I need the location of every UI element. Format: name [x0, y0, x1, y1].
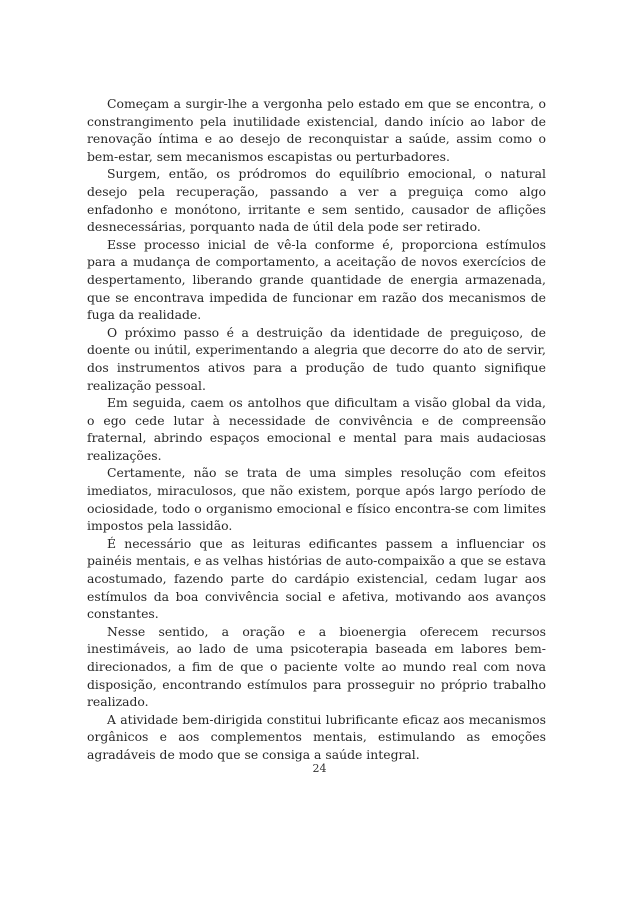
paragraph: A atividade bem-dirigida constitui lubrificante eficaz aos mecanismos orgânicos e aos complementos mentais, estimulando as emoções agradáveis de modo que se consiga a saúde integral. [87, 711, 546, 762]
paragraph: Surgem, então, os pródromos do equilíbrio emocional, o natural desejo pela recuperação, passando a ver a preguiça como algo enfadonho e monótono, irritante e sem sentido, causador de aflições desnecessárias, porquanto nada de útil dela pode ser retirado. [87, 166, 546, 235]
body-text [87, 95, 546, 764]
paragraph: Esse processo inicial de vê-la conforme é, proporciona estímulos para a mudança de comportamento, a aceitação de novos exercícios de despertamento, liberando grande quantidade de energia armazenada, que se encontrava impedida de funcionar em razão dos mecanismos de fuga da realidade. [87, 236, 546, 323]
page-number: 24 [312, 762, 327, 775]
paragraph: Começam a surgir-lhe a vergonha pelo estado em que se encontra, o constrangimento pela inutilidade existencial, dando início ao labor de renovação íntima e ao desejo de reconquistar a saúde, assim como o bem-estar, sem mecanismos escapistas ou perturbadores. [87, 96, 546, 164]
paragraph: Em seguida, caem os antolhos que dificultam a visão global da vida, o ego cede lutar à necessidade de convivência e de compreensão fraternal, abrindo espaços emocional e mental para mais audaciosas realizações. [87, 395, 546, 463]
paragraph: O próximo passo é a destruição da identidade de preguiçoso, de doente ou inútil, experimentando a alegria que decorre do ato de servir, dos instrumentos ativos para a produção de tudo quanto signifique realização pessoal. [87, 324, 546, 393]
paragraph: Nesse sentido, a oração e a bioenergia oferecem recursos inestimáveis, ao lado de uma psicoterapia baseada em labores bem-direcionados, a fim de que o paciente volte ao mundo real com nova disposição, encontrando estímulos para prosseguir no próprio trabalho realizado. [87, 623, 546, 710]
paragraph: Certamente, não se trata de uma simples resolução com efeitos imediatos, miraculosos, que não existem, porque após largo período de ociosidade, todo o organismo emocional e físico encontra-se com limites impostos pela lassidão. [87, 465, 546, 534]
paragraph: É necessário que as leituras edificantes passem a influenciar os painéis mentais, e as velhas histórias de auto-compaixão a que se estava acostumado, fazendo parte do cardápio existencial, cedam lugar aos estímulos da boa convivência social e afetiva, motivando aos avanços constantes. [87, 535, 546, 622]
